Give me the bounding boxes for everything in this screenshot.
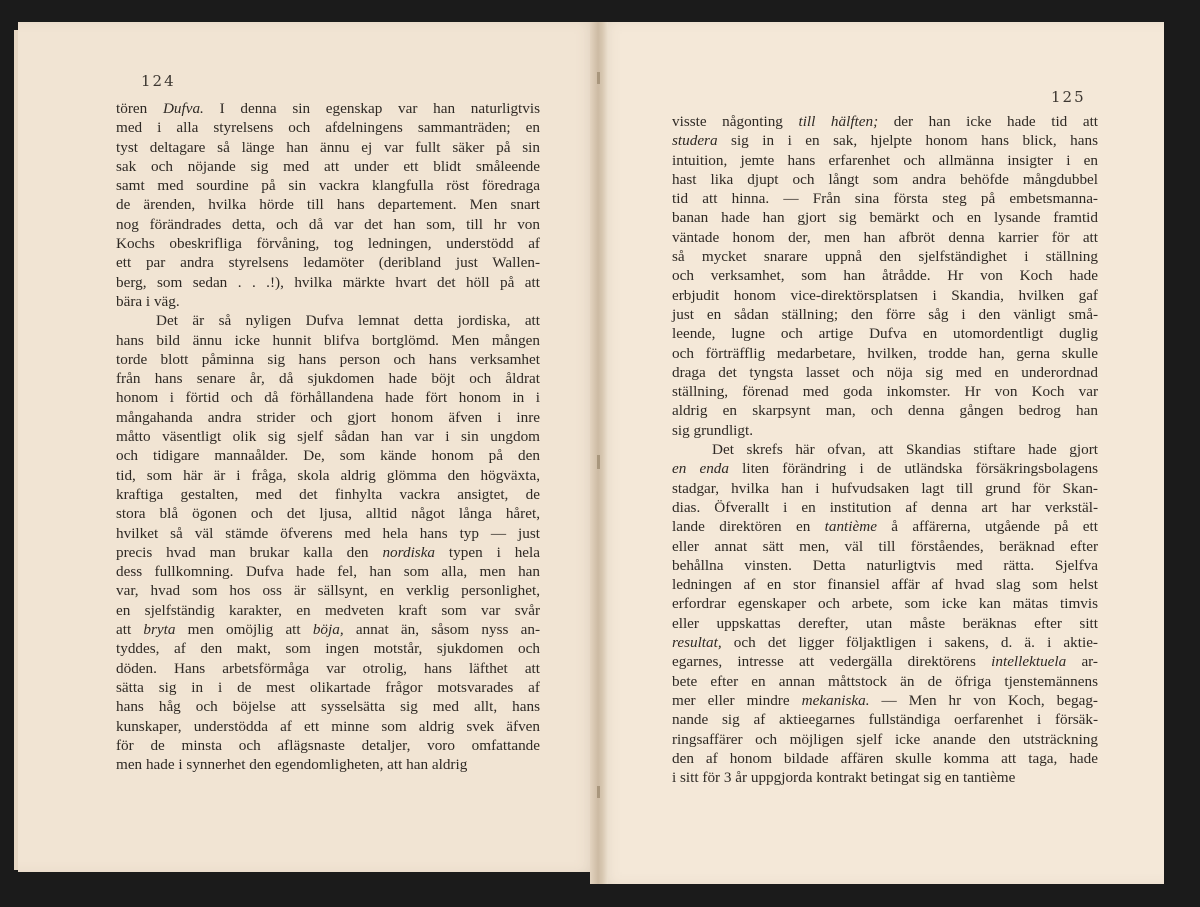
text-line <box>672 575 1098 594</box>
text-run: med i alla styrelsens och afdelningens sammanträden; en <box>116 119 540 137</box>
text-line <box>116 620 540 639</box>
text-run: visste någonting <box>672 113 799 130</box>
text-run: banan hade han gjort sig bemärkt och en lysande framtid <box>672 209 1098 227</box>
text-run: nog förändrades detta, och då var det han som, till hr von <box>116 215 540 233</box>
text-run: berg, som sedan . . .!), hvilka märkte hvart det höll på att <box>116 273 540 291</box>
text-line <box>672 170 1098 189</box>
text-line <box>672 382 1098 401</box>
text-run: hast lika djupt och långt som andra behöfde mångdubbel <box>672 170 1098 188</box>
italic-word: bryta <box>143 621 176 639</box>
text-line <box>116 466 540 485</box>
text-line <box>672 421 1098 440</box>
text-line <box>116 427 540 446</box>
binding-stitch <box>597 786 600 798</box>
text-run: de ärenden, hvilka hörde till hans departement. Men snart <box>116 196 540 214</box>
text-line <box>116 331 540 350</box>
text-line <box>116 215 540 234</box>
text-line <box>116 717 540 736</box>
text-run: från hans senare år, då sjukdomen hade böjt och åldrat <box>116 370 540 388</box>
binding-stitch <box>597 455 600 469</box>
italic-word: Dufva. <box>162 100 204 117</box>
text-line <box>116 292 540 311</box>
text-run: erfordrar egenskaper och arbete, som icke kan mätas timvis <box>672 595 1098 613</box>
italic-word: intellektuela <box>991 653 1067 671</box>
text-run: en sjelfständig karakter, en medveten kraft som var svår <box>116 601 540 619</box>
text-line <box>116 311 540 330</box>
text-run: just en sådan ställning; den förre såg i den vänligt små- <box>672 305 1098 323</box>
text-line <box>672 324 1098 343</box>
text-line <box>672 228 1098 247</box>
text-line <box>116 697 540 716</box>
text-run: leende, lugne och artige Dufva en utomordentligt duglig <box>672 325 1098 343</box>
text-run: nande sig af aktieegarnes fullständiga oerfarenhet i försäk- <box>672 711 1098 729</box>
text-line <box>672 401 1098 420</box>
text-run: kunskaper, understödda af ett minne som aldrig svek äfven <box>116 717 540 735</box>
text-run: draga det tyngsta lasset och nöja sig med en underordnad <box>672 363 1098 381</box>
text-line <box>672 498 1098 517</box>
text-line <box>672 556 1098 575</box>
text-run: ringsaffärer och möjligen sjelf icke anande den utsträckning <box>672 730 1098 748</box>
text-line <box>116 678 540 697</box>
text-line <box>672 517 1098 536</box>
text-run: ledningen af en stor finansiel affär af hvad slag som helst <box>672 576 1098 594</box>
text-run: för de minsta och aflägsnaste detaljer, voro omfattande <box>116 736 540 754</box>
text-run: Det är så nyligen Dufva lemnat detta jordiska, att <box>156 312 540 330</box>
text-run: erbjudit honom vice-direktörsplatsen i Skandia, hvilken gaf <box>672 286 1098 304</box>
text-line <box>116 176 540 195</box>
text-run: mångahanda andra strider och gjort honom äfven i inre <box>116 408 540 426</box>
text-run: och det ligger följaktligen i sakens, d. ä. i aktie- <box>721 634 1098 652</box>
text-line <box>116 253 540 272</box>
text-line <box>672 208 1098 227</box>
text-run: torde blott påminna sig hans person och hans verksamhet <box>116 350 540 368</box>
text-run: ar- <box>1066 653 1098 671</box>
text-line <box>672 344 1098 363</box>
text-run: ställning, förenad med goda inkomster. Hr von Koch var <box>672 383 1098 401</box>
italic-word: till hälften; <box>798 113 879 130</box>
text-run: väntade honom der, men han afbröt denna karrier för att <box>672 228 1098 246</box>
left-page-number: 124 <box>141 72 176 90</box>
text-run: tid att hinna. — Från sina första steg på embetsmanna- <box>672 190 1098 208</box>
text-run: hans bild ännu icke hunnit blifva bortglömd. Men mången <box>116 331 540 349</box>
text-line <box>116 659 540 678</box>
text-run: tören <box>116 100 163 117</box>
text-line <box>116 504 540 523</box>
text-line <box>116 524 540 543</box>
text-run: der han icke hade tid att <box>878 113 1099 130</box>
italic-word: nordiska <box>382 543 436 561</box>
text-line <box>672 247 1098 266</box>
text-line <box>672 151 1098 170</box>
text-line <box>672 266 1098 285</box>
italic-word: resultat, <box>672 634 722 652</box>
text-run: honom i förtid och då förhållandena hade fört honom in i <box>116 389 540 407</box>
text-line <box>672 479 1098 498</box>
text-line <box>116 157 540 176</box>
text-run: sätta sig in i de mest olikartade frågor motsvarades af <box>116 678 540 696</box>
text-run: sig grundligt. <box>672 421 754 439</box>
italic-word: en enda <box>672 460 729 478</box>
text-line <box>672 652 1098 671</box>
text-run: och verksamhet, som han åtrådde. Hr von Koch hade <box>672 267 1098 285</box>
text-line <box>116 485 540 504</box>
text-line <box>116 601 540 620</box>
text-line <box>116 543 540 562</box>
text-run: hans håg och böjelse att sysselsätta sig med allt, hans <box>116 698 540 716</box>
text-run: precis hvad man brukar kalla den <box>116 543 383 561</box>
text-line <box>116 408 540 427</box>
text-line <box>672 768 1098 787</box>
text-line <box>672 363 1098 382</box>
text-line <box>672 537 1098 556</box>
text-run: döden. Hans arbetsförmåga var otrolig, hans läfthet att <box>116 659 540 677</box>
text-line <box>672 594 1098 613</box>
text-run: Det skrefs här ofvan, att Skandias stiftare hade gjort <box>712 441 1098 459</box>
italic-word: studera <box>672 132 718 150</box>
text-run: behållna vinsten. Detta naturligtvis med rätta. Sjelfva <box>672 556 1098 574</box>
text-line <box>672 633 1098 652</box>
text-run: hvilket så väl stämde öfverens med hela hans typ — just <box>116 524 540 542</box>
text-run: tyddes, af den makt, som ingen motstår, sjukdomen och <box>116 640 540 658</box>
text-run: Kochs obeskrifliga förvåning, tog ledningen, understödd af <box>116 235 540 253</box>
text-line <box>672 459 1098 478</box>
text-run: men omöjlig att <box>175 621 313 639</box>
text-line <box>116 234 540 253</box>
italic-word: mekaniska. <box>801 691 870 709</box>
text-line <box>672 440 1098 459</box>
text-run: den af honom bildade affären skulle komma att taga, hade <box>672 749 1098 767</box>
text-run: liten förändring i de utländska försäkringsbolagens <box>729 460 1099 478</box>
text-run: dess fullkomning. Dufva hade fel, han som alla, men han <box>116 563 540 581</box>
text-run: måtto väsentligt olik sig sjelf sådan han var i sin ungdom <box>116 428 540 446</box>
binding-stitch <box>597 72 600 84</box>
text-line <box>672 710 1098 729</box>
text-run: mer eller mindre <box>672 691 802 709</box>
text-run: och förträfflig medarbetare, hvilken, trodde han, gerna skulle <box>672 344 1098 362</box>
text-run: aldrig en skarpsynt man, och denna gången bedrog han <box>672 402 1098 420</box>
text-run: lande direktören en <box>672 518 825 536</box>
text-run: I denna sin egenskap var han naturligtvis <box>203 100 540 117</box>
text-run: stora blå ögonen och det ljusa, alltid något långa håret, <box>116 505 540 523</box>
italic-word: tantième <box>824 518 877 536</box>
text-run: ett par andra styrelsens ledamöter (deribland just Wallen- <box>116 254 540 272</box>
right-page-number: 125 <box>1051 88 1086 106</box>
text-line <box>116 369 540 388</box>
text-run: dias. Öfverallt i en institution af denna art har verkstäl- <box>672 498 1098 516</box>
text-line <box>116 639 540 658</box>
text-run: kraftiga gestalten, med det finhylta vackra ansigtet, de <box>116 485 540 503</box>
text-run: sak och nöjande sig med att under ett blidt småleende <box>116 157 540 175</box>
text-line <box>116 350 540 369</box>
text-line <box>116 118 540 137</box>
italic-word: böja, <box>312 621 344 639</box>
text-run: tyst deltagare så länge han ännu ej var fullt säker på sin <box>116 138 540 156</box>
text-run: tid, som här är i fråga, skola aldrig glömma den högväxta, <box>116 466 540 484</box>
text-run: stadgar, hvilka han i hufvudsaken lagt till grund för Skan- <box>672 479 1098 497</box>
text-run: och tidigare mannaålder. De, som kände honom på den <box>116 447 540 465</box>
text-line <box>672 614 1098 633</box>
text-line <box>116 446 540 465</box>
text-run: var, hvad som hos oss är sällsynt, en verklig personlighet, <box>116 582 540 600</box>
text-line <box>116 273 540 292</box>
text-line <box>672 305 1098 324</box>
text-line <box>672 730 1098 749</box>
text-run: eller annat sätt men, väl till förståendes, beräknad efter <box>672 537 1098 555</box>
text-run: men hade i synnerhet den egendomligheten, att han aldrig <box>116 756 468 774</box>
text-line <box>116 99 540 118</box>
text-line <box>116 562 540 581</box>
text-run: så mycket snarare uppnå den sjelfständighet i ställning <box>672 248 1098 266</box>
left-page-text <box>116 99 540 774</box>
text-run: eller uppskattas derefter, utan måste beräknas efter sitt <box>672 614 1098 632</box>
text-run: samt med sourdine på sin vackra klangfulla röst föredraga <box>116 177 540 195</box>
text-line <box>672 691 1098 710</box>
text-line <box>116 195 540 214</box>
text-line <box>116 388 540 407</box>
text-run: — Men hr von Koch, begag- <box>869 691 1098 709</box>
text-run: bete efter en annan måttstock än de öfriga tjenstemännens <box>672 672 1098 690</box>
text-line <box>116 736 540 755</box>
text-run: å affärerna, utgående på ett <box>876 518 1098 536</box>
text-line <box>672 189 1098 208</box>
text-line <box>116 138 540 157</box>
book-gutter <box>590 22 608 884</box>
right-page-text <box>672 112 1098 787</box>
text-run: typen i hela <box>435 543 540 561</box>
text-run: annat än, såsom nyss an- <box>343 621 541 639</box>
text-line <box>672 112 1098 131</box>
text-line <box>672 749 1098 768</box>
text-run: egarnes, intresse att vedergälla direktörens <box>672 653 992 671</box>
text-run: sig in i en sak, hjelpte honom hans blick, hans <box>717 132 1098 150</box>
text-run: i sitt för 3 år uppgjorda kontrakt betingat sig en tantième <box>672 769 1016 787</box>
text-run: att <box>116 621 144 639</box>
text-run: bära i väg. <box>116 292 180 310</box>
text-line <box>116 581 540 600</box>
text-line <box>672 672 1098 691</box>
text-line <box>672 131 1098 150</box>
text-line <box>672 286 1098 305</box>
text-run: intuition, jemte hans erfarenhet och allmänna insigter i en <box>672 151 1098 169</box>
text-line <box>116 755 540 774</box>
